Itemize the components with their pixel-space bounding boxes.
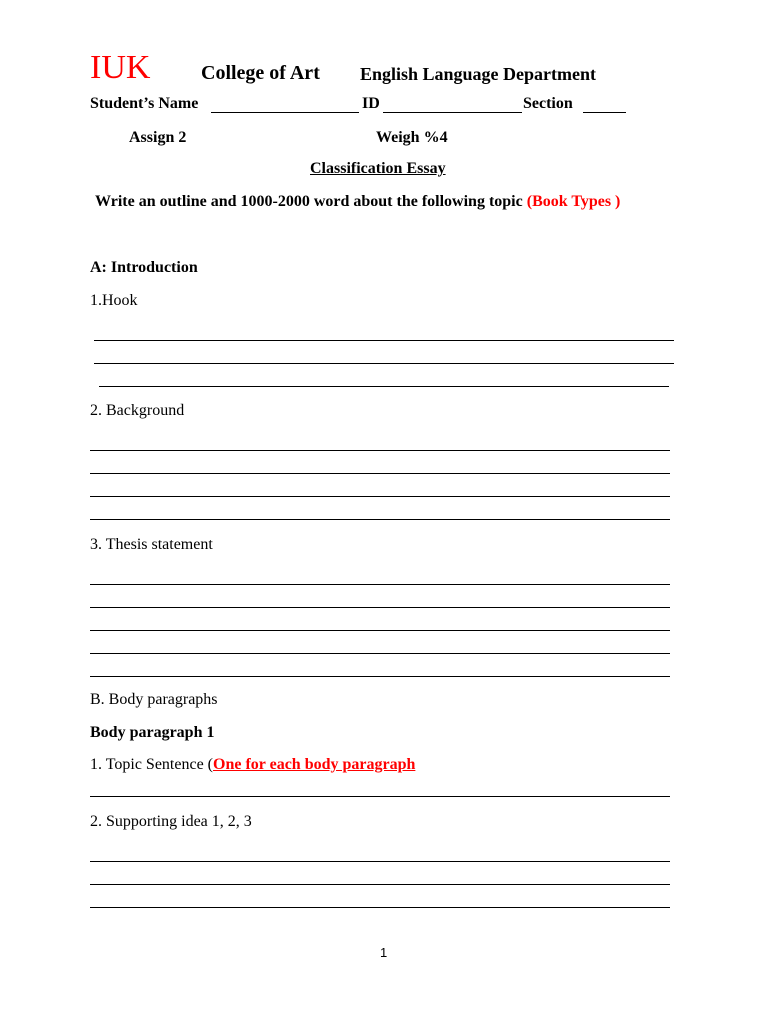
thesis-line-5[interactable]	[90, 676, 670, 677]
background-line-1[interactable]	[90, 450, 670, 451]
id-label: ID	[362, 95, 380, 112]
assign-label: Assign 2	[129, 129, 187, 146]
id-blank[interactable]	[383, 112, 522, 113]
thesis-line-4[interactable]	[90, 653, 670, 654]
student-name-label: Student’s Name	[90, 95, 199, 112]
thesis-line-2[interactable]	[90, 607, 670, 608]
hook-label: 1.Hook	[90, 292, 138, 309]
supporting-line-2[interactable]	[90, 884, 670, 885]
supporting-line-3[interactable]	[90, 907, 670, 908]
hook-line-1[interactable]	[94, 340, 674, 341]
thesis-label: 3. Thesis statement	[90, 536, 213, 553]
page-number: 1	[380, 945, 388, 960]
supporting-label: 2. Supporting idea 1, 2, 3	[90, 813, 252, 830]
instructions-text: Write an outline and 1000-2000 word about the following topic	[95, 193, 523, 210]
logo: IUK	[90, 49, 151, 86]
section-b-heading: B. Body paragraphs	[90, 691, 218, 708]
thesis-line-1[interactable]	[90, 584, 670, 585]
weigh-label: Weigh %4	[376, 129, 448, 146]
hook-line-2[interactable]	[94, 363, 674, 364]
instructions	[95, 192, 620, 212]
supporting-line-1[interactable]	[90, 861, 670, 862]
essay-title: Classification Essay	[310, 160, 446, 177]
background-line-3[interactable]	[90, 496, 670, 497]
department-name: English Language Department	[360, 64, 597, 84]
section-blank[interactable]	[583, 112, 626, 113]
hook-line-3[interactable]	[99, 386, 669, 387]
thesis-line-3[interactable]	[90, 630, 670, 631]
section-label: Section	[523, 95, 573, 112]
section-a-heading: A: Introduction	[90, 259, 198, 276]
topic-sentence-note: One for each body paragraph	[213, 756, 416, 773]
body-paragraph-1-heading: Body paragraph 1	[90, 724, 215, 741]
background-line-2[interactable]	[90, 473, 670, 474]
background-line-4[interactable]	[90, 519, 670, 520]
topic-highlight: (Book Types )	[526, 193, 621, 210]
topic-sentence-line[interactable]	[90, 796, 670, 797]
topic-sentence-row	[90, 755, 415, 775]
student-name-blank[interactable]	[211, 112, 359, 113]
college-name: College of Art	[201, 62, 320, 84]
background-label: 2. Background	[90, 402, 185, 419]
topic-sentence-label: 1. Topic Sentence (	[90, 756, 213, 773]
